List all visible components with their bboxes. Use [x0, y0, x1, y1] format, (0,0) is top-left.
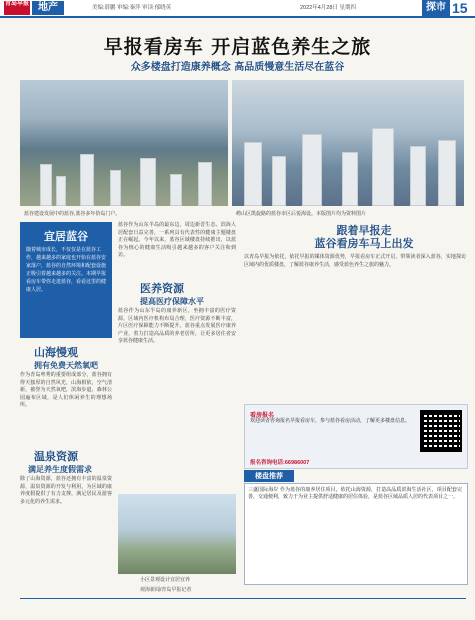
feature-box-body: 随着城市成长，不仅仅是在蓝谷工作，越来越多的家庭也开始在蓝谷安家落户，蓝谷的自然环境和配套设施正吸引着越来越多的关注。本期早报看房车带你走进蓝谷，看看这里的健康人居。 [26, 247, 107, 293]
section-subheading-mountain: 拥有免费天然氧吧 [34, 361, 98, 370]
sub-article-title: 跟着早报走 蓝谷看房车马上出发 [314, 224, 414, 250]
section-body-mountain: 作为青岛粤秀的重要组成部分，蓝谷拥有得天独厚的自然风光，山海相依，空气清新，被誉为天然氧吧，滨海步道、森林公园遍布区域，是人们休闲养生的理想场所。 [20, 373, 112, 409]
signup-body: 欢迎读者咨询报名早报看房车，参与蓝谷看房活动，了解更多楼盘信息。 [250, 418, 411, 424]
section-body-hotspring: 除了山海资源，蓝谷还拥有丰富的温泉资源，温泉资源的开发与利用，为区域的康养度假提供了有力支撑，满足居民及游客多元化的养生需求。 [20, 477, 112, 505]
section-body-medical: 蓝谷作为山东半岛的康养新区，坐拥丰富的医疗资源。区域内医疗机构布局合理，医疗资源不断丰富，片区医疗保障能力不断提升。蓝谷重点发展医疗康养产业，着力打造高品质的养老居所，让更多居住者安享蓝谷健康生活。 [118, 309, 236, 345]
section-heading-mountain: 山海慢观 [34, 346, 78, 359]
section-subheading-medical: 提高医疗保障水平 [140, 297, 204, 306]
page-headline: 早报看房车 开启蓝色养生之旅 [103, 36, 372, 58]
photo-caption-right: 崂山区凯旋路的蓝谷市区后悦海设。本版图片均为资料图片 [236, 211, 367, 217]
issue-date: 2022年4月28日 星期四 [300, 5, 356, 11]
footer-credit: 观海新闻/青岛早报记者 [140, 587, 192, 593]
recommendation-tag: 楼盘推荐 [244, 470, 294, 482]
footer-rule [20, 598, 466, 599]
feature-box-title: 宜居蓝谷 [44, 230, 88, 243]
signup-phone: 报名咨询电话:66986007 [250, 460, 310, 466]
community-photo [118, 494, 236, 574]
editor-credits: 美编:薛鹏 审编:秦萍 审读:郁晓英 [92, 5, 172, 11]
page-subhead: 众多楼盘打造康养概念 高品质慢意生活尽在蓝谷 [130, 62, 345, 73]
qr-code-icon [420, 410, 462, 452]
section-subheading-hotspring: 满足养生度假需求 [28, 465, 92, 474]
section-heading-hotspring: 温泉资源 [34, 450, 78, 463]
channel-label: 探市 [422, 0, 450, 16]
aerial-photo-right [232, 80, 464, 206]
photo-caption-community: 小区景观设计宜居宜养 [140, 577, 191, 583]
section-tag: 地产 [32, 1, 64, 15]
section-heading-medical: 医养资源 [140, 282, 184, 295]
intro-paragraph: 蓝谷作为山东半岛的最东边，周边新晋生态、滨海人居配套日益完善，一系列具有代表性的健康主题楼盘正在崛起。今年以来，蓝谷区域楼盘持续推出，以蓝谷为核心的健康生活吸引越来越多的客户关注和到访。 [118, 223, 236, 259]
aerial-photo-left [20, 80, 228, 206]
signup-title: 看房报名 [250, 412, 275, 419]
sub-article-body: 以青岛早报为依托，依托早报的媒体资源优势，早报看房车正式开启，带领读者深入蓝谷，实地探访区域内的优质楼盘，了解蓝谷康养生活，感受蓝色养生之旅的魅力。 [244, 255, 466, 268]
photo-caption-left: 蓝谷建设发展中的蓝谷,蓝谷多年拾岛门户。 [24, 211, 121, 217]
page-number: 15 [452, 0, 468, 16]
top-bar [0, 0, 475, 18]
newspaper-logo: 青岛早报 [4, 1, 30, 15]
recommendation-text: 三盛国际海岸 作为蓝谷的康养居住项目，依托山海资源，打造高品质滨海生活社区，项目配套完善，交通便利，致力于为业主提供舒适健康的居住体验，是蓝谷区域品质人居的代表项目之一。 [248, 487, 462, 501]
